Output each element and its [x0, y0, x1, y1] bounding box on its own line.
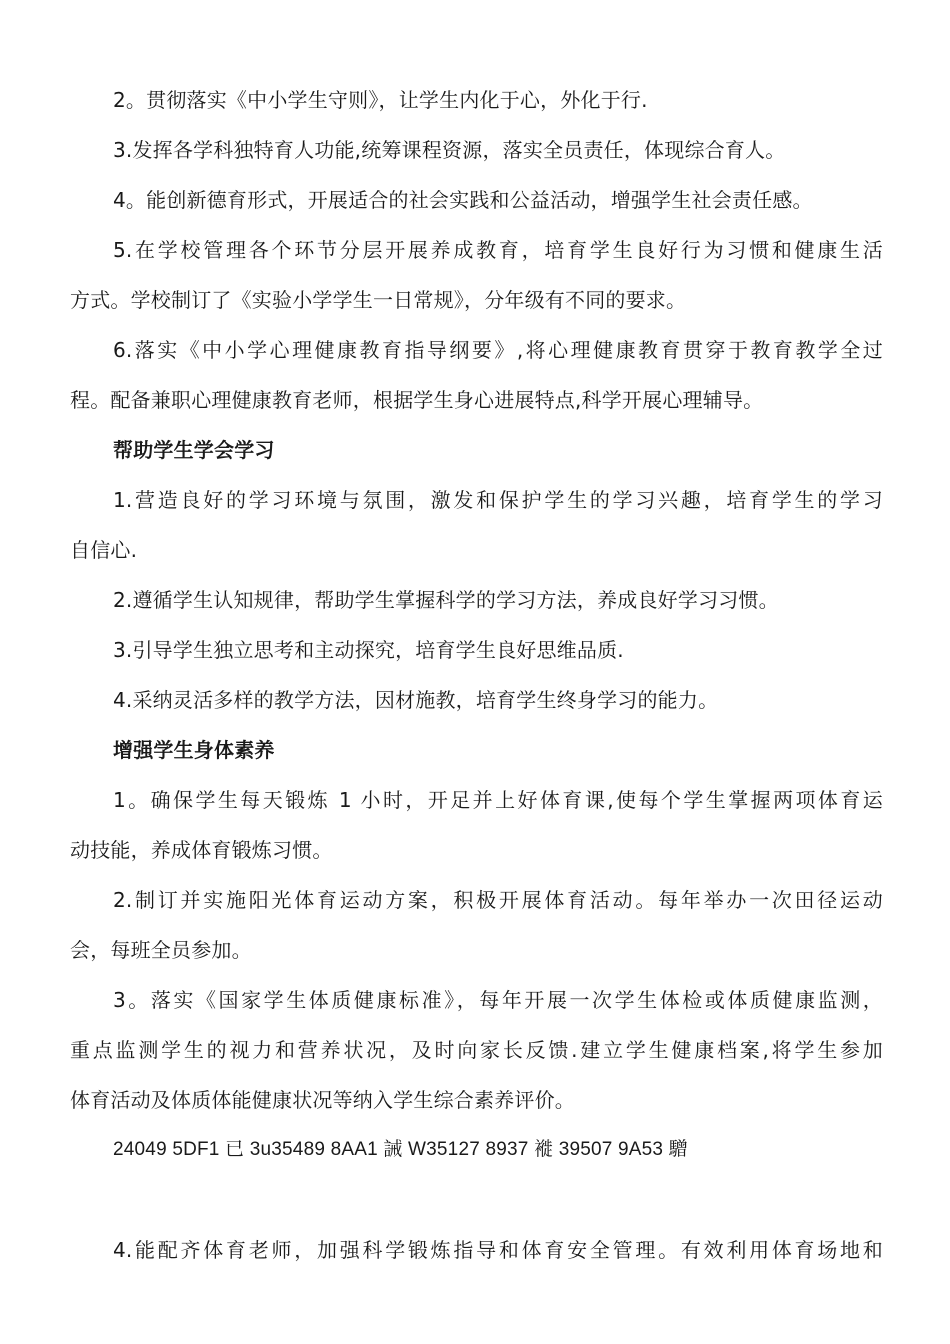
paragraph-line: 3.引导学生独立思考和主动探究，培育学生良好思维品质. — [113, 638, 624, 662]
paragraph-line: 重点监测学生的视力和营养状况，及时向家长反馈.建立学生健康档案,将学生参加 — [70, 1038, 883, 1062]
paragraph-line: 1.营造良好的学习环境与氛围，激发和保护学生的学习兴趣，培育学生的学习 — [113, 488, 883, 512]
paragraph-line: 2。贯彻落实《中小学生守则》，让学生内化于心，外化于行. — [113, 88, 648, 112]
paragraph-line: 会，每班全员参加。 — [70, 938, 252, 962]
paragraph-line: 体育活动及体质体能健康状况等纳入学生综合素养评价。 — [70, 1088, 575, 1112]
paragraph-line: 自信心. — [70, 538, 138, 562]
paragraph-line: 2.遵循学生认知规律，帮助学生掌握科学的学习方法，养成良好学习习惯。 — [113, 588, 779, 612]
paragraph-line: 6.落实《中小学心理健康教育指导纲要》,将心理健康教育贯穿于教育教学全过 — [113, 338, 883, 362]
paragraph-line: 3.发挥各学科独特育人功能,统筹课程资源，落实全员责任，体现综合育人。 — [113, 138, 786, 162]
paragraph-line: 程。配备兼职心理健康教育老师，根据学生身心进展特点,科学开展心理辅导。 — [70, 388, 764, 412]
encoded-text-line: 24049 5DF1 已 3u35489 8AA1 誡 W35127 8937 褷 39507 9A53 驓 — [113, 1139, 688, 1160]
paragraph-line: 2.制订并实施阳光体育运动方案，积极开展体育活动。每年举办一次田径运动 — [113, 888, 883, 912]
paragraph-line: 4.采纳灵活多样的教学方法，因材施教，培育学生终身学习的能力。 — [113, 688, 719, 712]
paragraph-line: 1。确保学生每天锻炼 1 小时，开足并上好体育课,使每个学生掌握两项体育运 — [113, 788, 883, 812]
paragraph-line: 方式。学校制订了《实验小学学生一日常规》，分年级有不同的要求。 — [70, 288, 687, 312]
paragraph-line: 4。能创新德育形式，开展适合的社会实践和公益活动，增强学生社会责任感。 — [113, 188, 813, 212]
paragraph-line: 动技能，养成体育锻炼习惯。 — [70, 838, 333, 862]
section-heading: 帮助学生学会学习 — [113, 438, 275, 462]
paragraph-line: 5.在学校管理各个环节分层开展养成教育，培育学生良好行为习惯和健康生活 — [113, 238, 883, 262]
section-heading: 增强学生身体素养 — [113, 738, 275, 762]
paragraph-line: 4.能配齐体育老师，加强科学锻炼指导和体育安全管理。有效利用体育场地和 — [113, 1238, 883, 1262]
paragraph-line: 3。落实《国家学生体质健康标准》，每年开展一次学生体检或体质健康监测， — [113, 988, 883, 1012]
